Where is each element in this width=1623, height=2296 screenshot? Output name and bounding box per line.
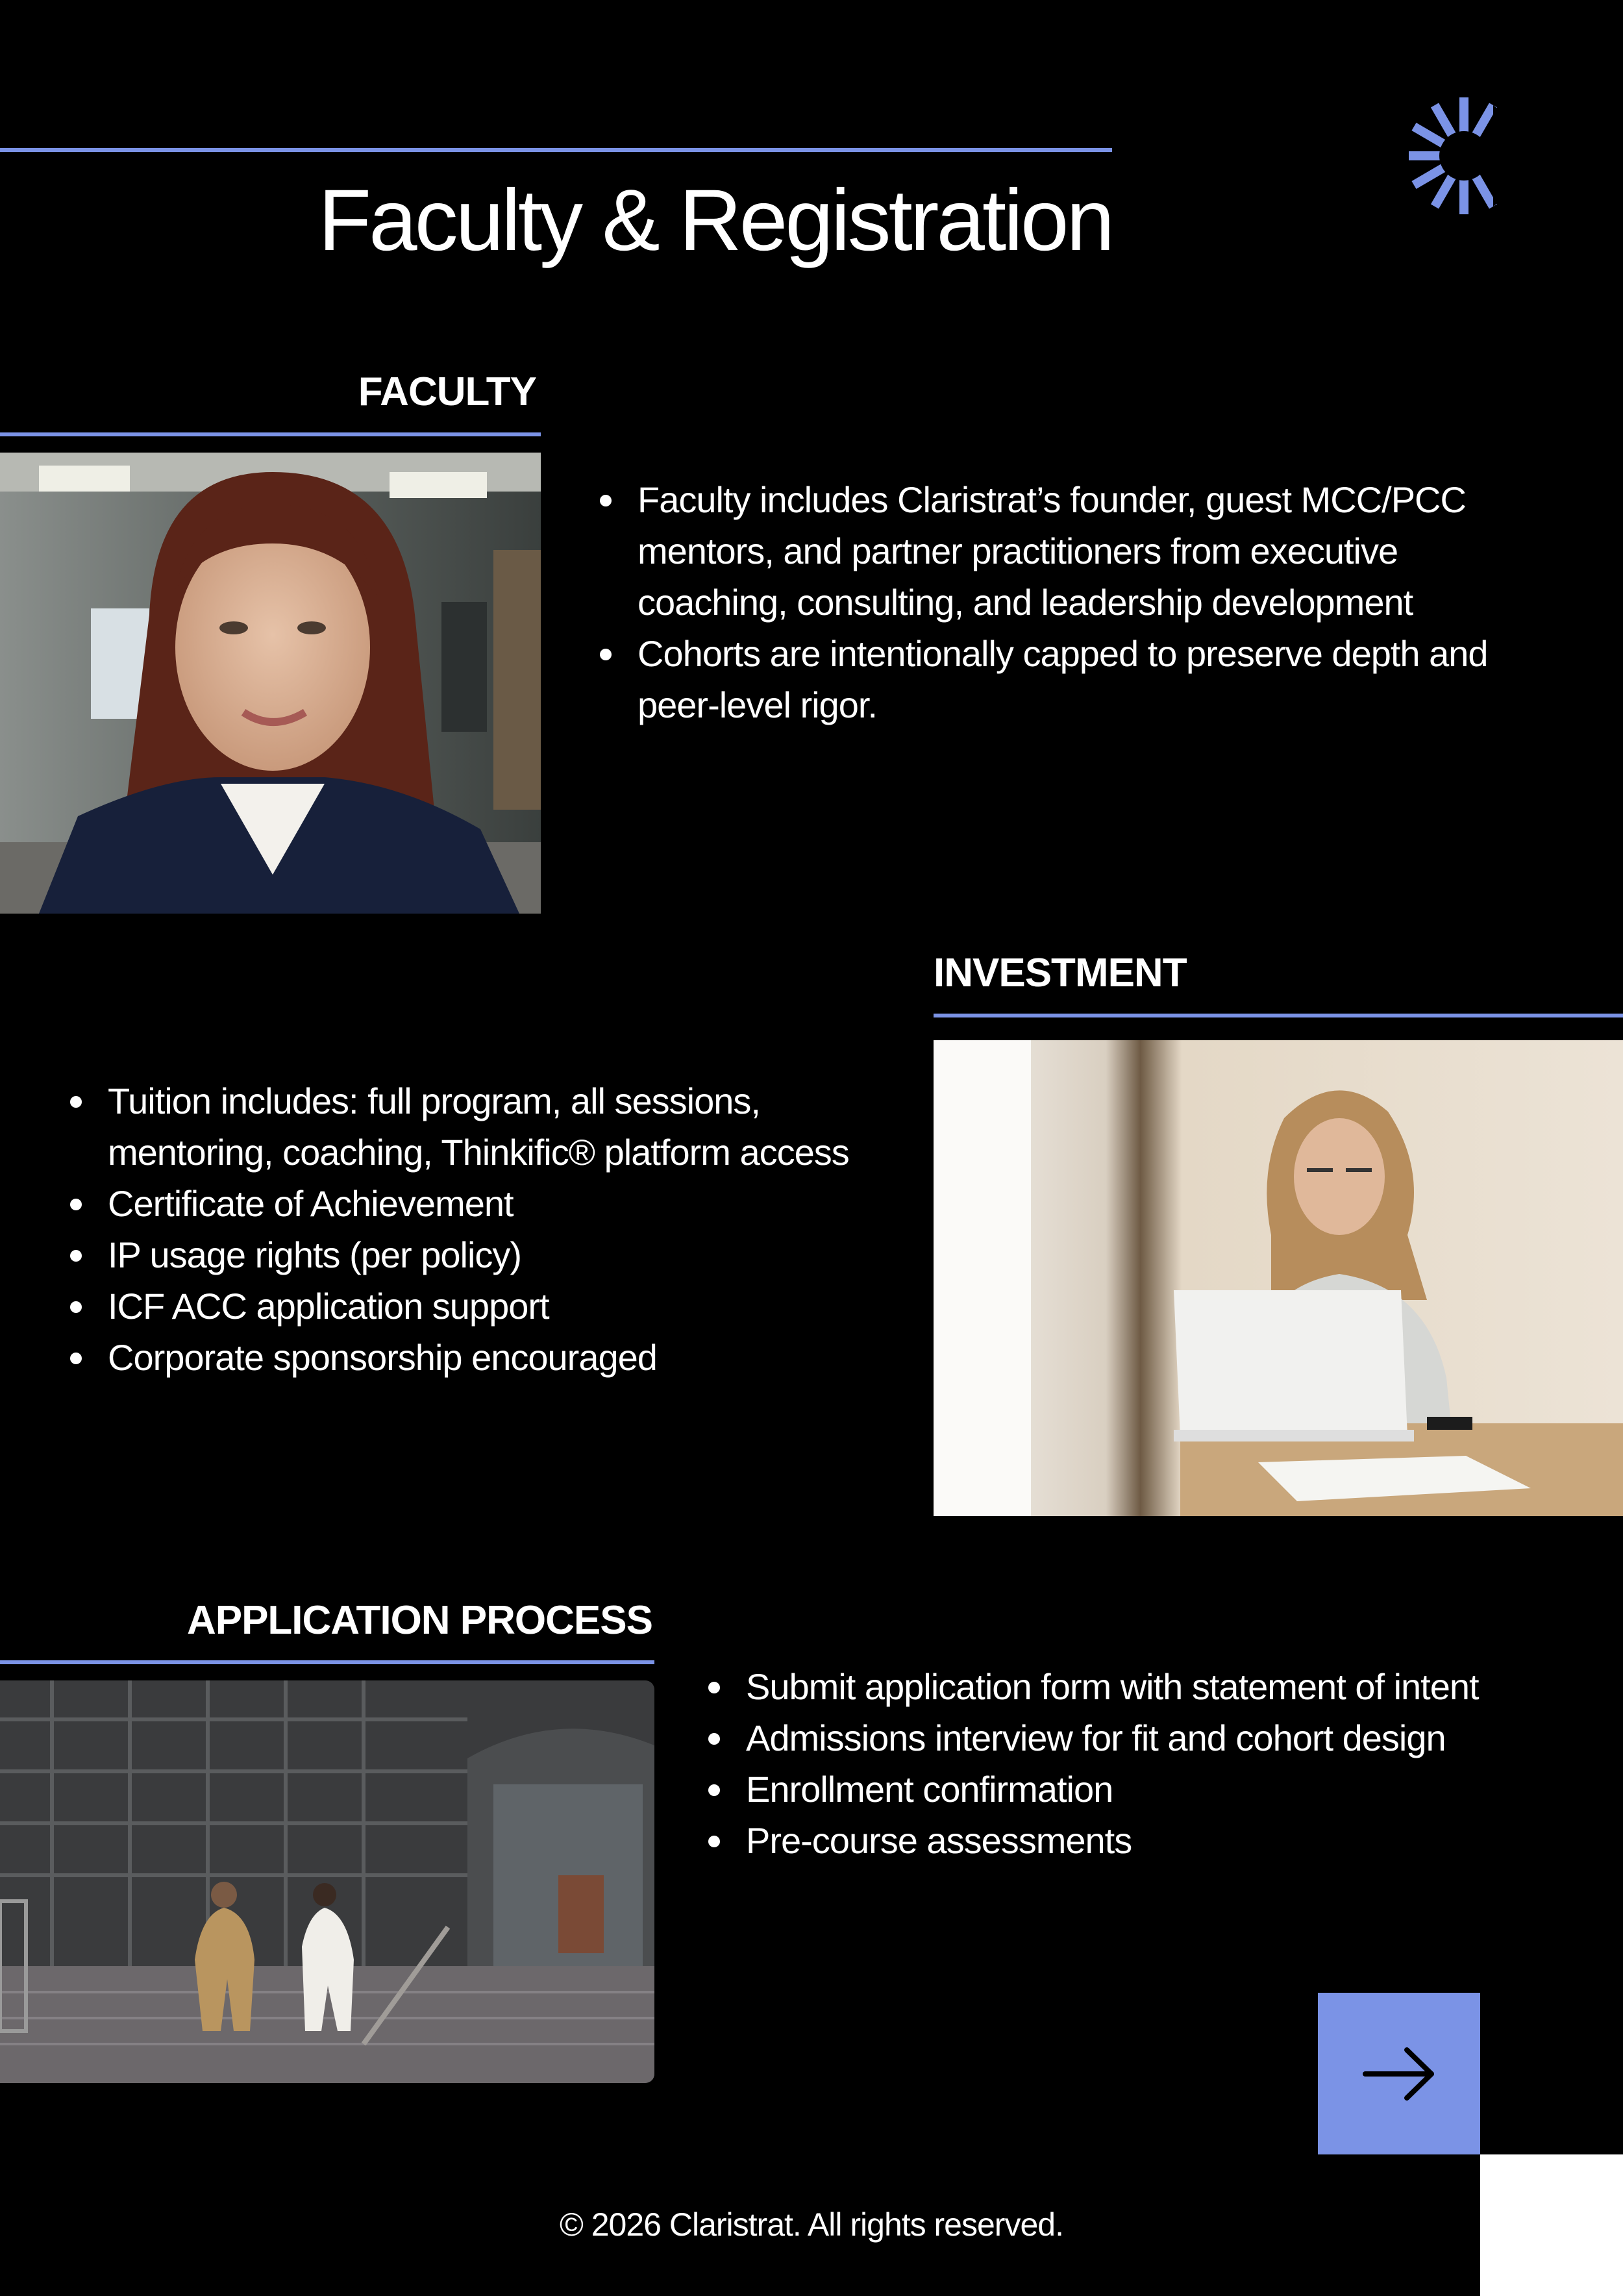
next-page-button[interactable] [1318,1993,1480,2154]
investment-bullet-list [66,1075,910,1383]
faculty-portrait-image [0,453,541,914]
list-item: Pre-course assessments [704,1815,1613,1866]
arrow-right-icon [1360,2045,1438,2103]
title-rule [0,148,1112,152]
list-item: Cohorts are intentionally capped to preserve depth and peer-level rigor. [596,628,1531,730]
list-item: Tuition includes: full program, all sessions, mentoring, coaching, Thinkific® platform access [66,1075,910,1178]
faculty-heading-rule [0,432,541,436]
list-item: Corporate sponsorship encouraged [66,1332,910,1383]
list-item: Certificate of Achievement [66,1178,910,1229]
faculty-bullet-list [596,474,1531,730]
application-bullet-list [704,1661,1613,1866]
list-item: Faculty includes Claristrat’s founder, guest MCC/PCC mentors, and partner practitioners from executive coaching, consulting, and leadership development [596,474,1531,628]
list-item: Submit application form with statement of intent [704,1661,1613,1712]
list-item: Enrollment confirmation [704,1764,1613,1815]
application-building-image [0,1680,654,2083]
application-heading-rule [0,1660,654,1664]
page-title: Faculty & Registration [318,172,1112,269]
footer-copyright: © 2026 Claristrat. All rights reserved. [560,2206,1063,2243]
investment-heading: INVESTMENT [934,951,1187,995]
claristrat-starburst-logo-icon [1409,91,1519,221]
list-item: Admissions interview for fit and cohort design [704,1712,1613,1764]
investment-heading-rule [934,1014,1623,1017]
investment-laptop-image [934,1040,1623,1516]
list-item: IP usage rights (per policy) [66,1229,910,1280]
faculty-heading: FACULTY [358,369,536,414]
application-heading: APPLICATION PROCESS [186,1598,652,1643]
list-item: ICF ACC application support [66,1280,910,1332]
